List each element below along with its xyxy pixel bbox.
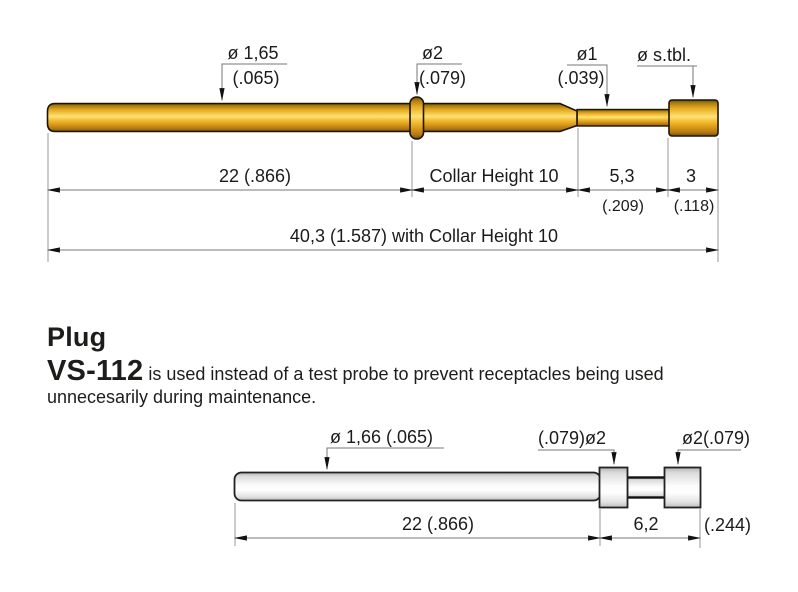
dia-plunger-inch: (.039) — [557, 68, 605, 88]
plug-shaft — [235, 473, 601, 501]
dia-plunger-label: ø1 — [576, 44, 598, 64]
plug-section-heading: Plug — [47, 322, 107, 352]
dim-barrel-length: 22 (.866) — [218, 166, 292, 186]
plug-description-line2: unnecesarily during maintenance. — [47, 387, 317, 407]
dim-total-length: 40,3 (1.587) with Collar Height 10 — [289, 226, 559, 246]
probe-drawing — [48, 43, 719, 262]
dia-collar-inch: (.079) — [419, 68, 467, 88]
plug-drawing — [235, 427, 752, 548]
plug-dim-shaft-length: 22 (.866) — [401, 514, 475, 534]
plug-dia-shaft-label: ø 1,66 (.065) — [330, 427, 434, 447]
probe-plunger — [577, 110, 670, 127]
dim-plunger-length: 5,3 — [609, 166, 635, 186]
plug-description-text: is used instead of a test probe to prevent receptacles being used — [148, 364, 664, 384]
plug-dim-end-inch: (.244) — [704, 515, 752, 535]
plug-dia-collar-right-label: ø2(.079) — [682, 428, 751, 448]
plug-neck — [627, 478, 667, 498]
plug-collar-left — [600, 468, 628, 508]
plug-section-text — [47, 322, 747, 408]
dim-head-inch: (.118) — [673, 198, 715, 215]
plug-dia-collar-left-label: (.079)ø2 — [538, 428, 607, 448]
dia-tip-inch: (.065) — [232, 68, 280, 88]
dia-tip-label: ø 1,65 — [227, 43, 279, 63]
dia-head-label: ø s.tbl. — [637, 45, 692, 65]
probe-collar — [410, 97, 424, 139]
plug-description-line1 — [47, 355, 747, 387]
probe-barrel — [48, 104, 578, 132]
plug-model-number: VS-112 — [47, 355, 144, 387]
dim-collar-height: Collar Height 10 — [429, 166, 559, 186]
probe-head — [669, 100, 718, 136]
dia-collar-label: ø2 — [422, 43, 444, 63]
dim-plunger-inch: (.209) — [602, 198, 644, 215]
plug-dim-end-length: 6,2 — [633, 514, 659, 534]
plug-collar-right — [665, 468, 701, 508]
dim-head-length: 3 — [685, 166, 697, 186]
plug-leader-lines — [327, 448, 741, 469]
